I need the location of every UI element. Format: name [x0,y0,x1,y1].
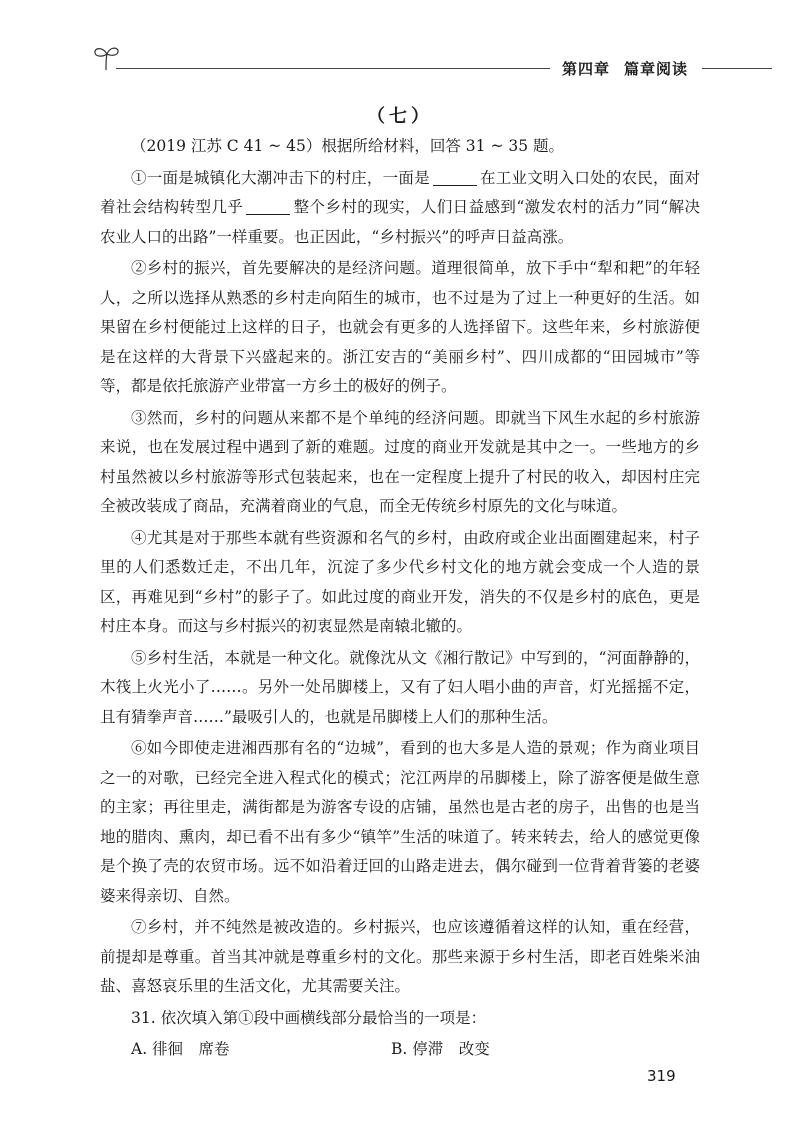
blank-line-2 [246,198,290,215]
question-stem: 31. 依次填入第①段中画横线部分最恰当的一项是： [131,1008,487,1027]
chapter-number: 第四章 [562,60,611,78]
paragraph-1-part1: ①一面是城镇化大潮冲击下的村庄，一面是 [131,168,430,187]
paragraph-7: ⑦乡村，并不纯然是被改造的。乡村振兴，也应该遵循着这样的认知，重在经营，前提却是尊重。首当其冲就是尊重乡村的文化。那些来源于乡村生活，即老百姓柴米油盐、喜怒哀乐里的生活文化，尤其需要关注。 [100,918,700,995]
intro-text: （2019 江苏 C 41 ~ 45）根据所给材料，回答 31 ~ 35 题。 [131,137,565,155]
paragraph-1-part2: 在工业文明入口处的农民，面对着社会结构转型几乎 [100,168,700,216]
chapter-title: 篇章阅读 [624,60,689,78]
paragraph-1 [100,164,700,253]
answer-options [100,1035,700,1065]
chapter-heading [562,58,688,79]
option-a: A. 徘徊 席卷 [131,1040,230,1058]
option-b: B. 停滞 改变 [391,1040,490,1058]
paragraph-5: ⑤乡村生活，本就是一种文化。就像沈从文《湘行散记》中写到的，“河面静静的，木筏上火光小了……。另外一处吊脚楼上，又有了妇人唱小曲的声音，灯光摇摇不定，且有猜拳声音……”最吸引人的，也就是吊脚楼上人们的那种生活。 [100,648,700,726]
paragraph-2: ②乡村的振兴，首先要解决的是经济问题。道理很简单，放下手中“犁和耙”的年轻人，之所以选择从熟悉的乡村走向陌生的城市，也不过是为了过上一种更好的生活。如果留在乡村便能过上这样的日子，也就会有更多的人选择留下。这些年来，乡村旅游便是在这样的大背景下兴盛起来的。浙江安吉的“美丽乡村”、四川成都的“田园城市”等等，都是依托旅游产业带富一方乡土的极好的例子。 [100,259,700,395]
paragraph-6: ⑥如今即使走进湘西那有名的“边城”，看到的也大多是人造的景观；作为商业项目之一的对歌，已经完全进入程式化的模式；沱江两岸的吊脚楼上，除了游客便是做生意的主家；再往里走，满街都是为游客专设的店铺，虽然也是古老的房子，出售的也是当地的腊肉、熏肉，却已看不出有多少“镇竿”生活的味道了。转来转去，给人的感觉更像是个换了壳的农贸市场。远不如沿着迂回的山路走进去，偶尔碰到一位背着背篓的老婆婆来得亲切、自然。 [100,739,700,905]
header-divider-right [702,68,772,69]
paragraph-1-part3: 整个乡村的现实，人们日益感到“激发农村的活力”同“解决农业人口的出路”一样重要。也正因此，“乡村振兴”的呼声日益高涨。 [100,198,700,246]
page-number: 319 [647,1067,676,1085]
reading-passage [100,132,700,1065]
paragraph-4: ④尤其是对于那些本就有些资源和名气的乡村，由政府或企业出面圈建起来，村子里的人们悉数迁走，不出几年，沉淀了多少代乡村文化的地方就会变成一个人造的景区，再难见到“乡村”的影子了。如此过度的商业开发，消失的不仅是乡村的底色，更是村庄本身。而这与乡村振兴的初衷显然是南辕北辙的。 [100,528,700,635]
header-divider-left [116,68,550,69]
paragraph-3: ③然而，乡村的问题从来都不是个单纯的经济问题。即就当下风生水起的乡村旅游来说，也在发展过程中遇到了新的难题。过度的商业开发就是其中之一。一些地方的乡村虽然被以乡村旅游等形式包装起来，也在一定程度上提升了村民的收入，却因村庄完全被改装成了商品，充满着商业的气息，而全无传统乡村原先的文化与味道。 [100,408,700,515]
section-title: （七） [367,106,433,127]
blank-line-1 [433,169,477,186]
page-header [92,42,772,82]
